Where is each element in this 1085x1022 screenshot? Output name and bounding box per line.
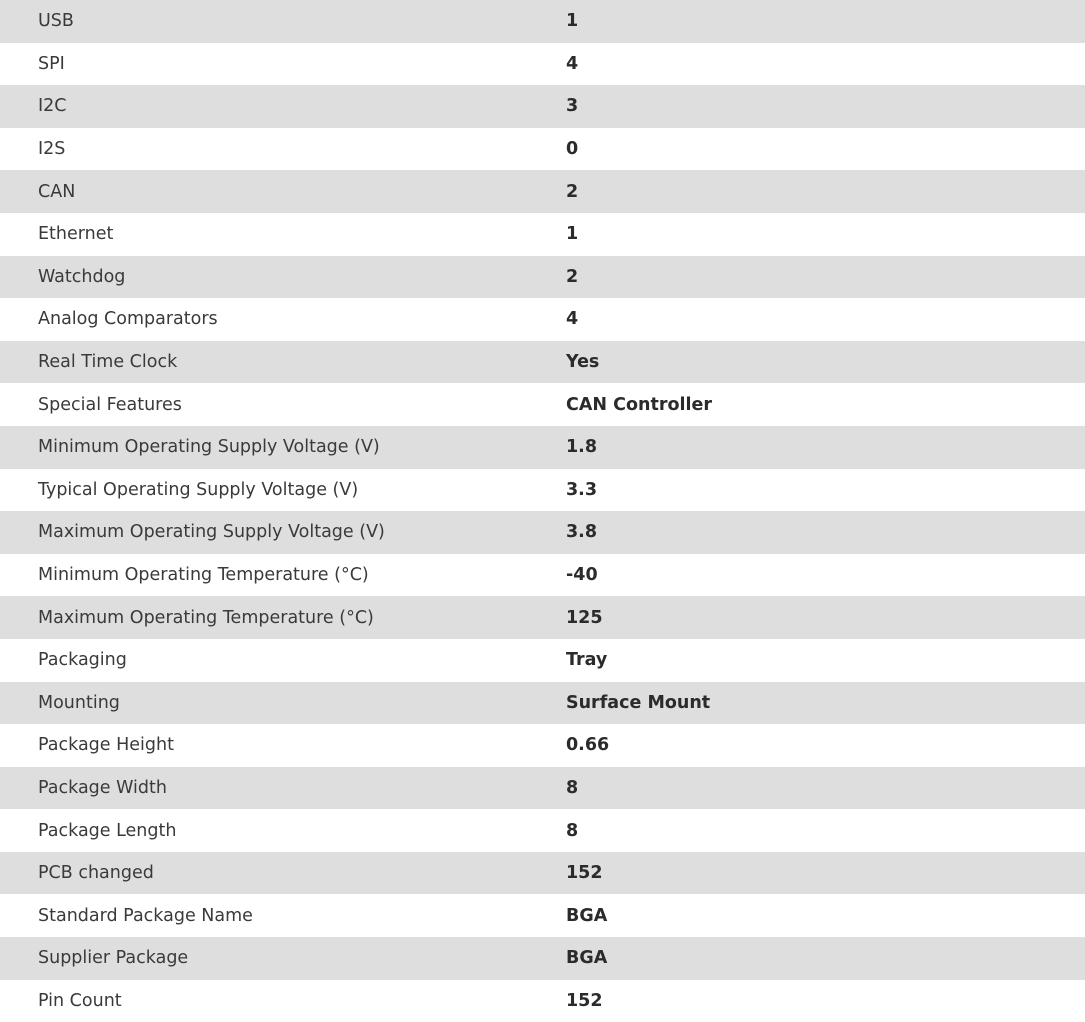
- spec-row: [0, 341, 1085, 384]
- spec-label: Watchdog: [38, 266, 126, 287]
- spec-row: [0, 256, 1085, 299]
- spec-row: [0, 511, 1085, 554]
- spec-value: -40: [566, 565, 598, 586]
- spec-row: [0, 682, 1085, 725]
- spec-value: 1.8: [566, 437, 598, 458]
- spec-value: Tray: [566, 650, 608, 671]
- spec-value: 152: [566, 863, 603, 884]
- spec-label: Package Height: [38, 735, 174, 756]
- spec-value: 1: [566, 224, 579, 245]
- spec-value: BGA: [566, 948, 608, 969]
- spec-row: [0, 937, 1085, 980]
- spec-row: [0, 426, 1085, 469]
- spec-label: I2S: [38, 139, 66, 160]
- spec-value: CAN Controller: [566, 394, 712, 415]
- spec-row: [0, 639, 1085, 682]
- spec-label: Ethernet: [38, 224, 114, 245]
- spec-row: [0, 852, 1085, 895]
- spec-label: Typical Operating Supply Voltage (V): [38, 479, 359, 500]
- spec-row: [0, 809, 1085, 852]
- spec-row: [0, 894, 1085, 937]
- spec-label: USB: [38, 11, 74, 32]
- spec-value: 3: [566, 96, 579, 117]
- spec-value: 8: [566, 820, 579, 841]
- spec-row: [0, 0, 1085, 43]
- spec-label: CAN: [38, 181, 76, 202]
- spec-row: [0, 724, 1085, 767]
- spec-row: [0, 170, 1085, 213]
- spec-label: Maximum Operating Temperature (°C): [38, 607, 374, 628]
- spec-label: Packaging: [38, 650, 127, 671]
- spec-value: 2: [566, 266, 579, 287]
- spec-row: [0, 767, 1085, 810]
- spec-value: 2: [566, 181, 579, 202]
- spec-label: SPI: [38, 53, 65, 74]
- spec-value: 3.8: [566, 522, 598, 543]
- spec-row: [0, 43, 1085, 86]
- spec-label: Standard Package Name: [38, 905, 253, 926]
- spec-label: Supplier Package: [38, 948, 189, 969]
- spec-label: Maximum Operating Supply Voltage (V): [38, 522, 385, 543]
- spec-value: Surface Mount: [566, 692, 711, 713]
- spec-row: [0, 980, 1085, 1022]
- spec-value: 3.3: [566, 479, 598, 500]
- spec-label: I2C: [38, 96, 67, 117]
- spec-row: [0, 85, 1085, 128]
- spec-label: Package Width: [38, 777, 167, 798]
- spec-row: [0, 298, 1085, 341]
- spec-value: 4: [566, 53, 579, 74]
- spec-label: Minimum Operating Supply Voltage (V): [38, 437, 380, 458]
- spec-row: [0, 128, 1085, 171]
- spec-row: [0, 213, 1085, 256]
- spec-label: PCB changed: [38, 863, 154, 884]
- spec-row: [0, 469, 1085, 512]
- spec-value: 4: [566, 309, 579, 330]
- spec-label: Package Length: [38, 820, 177, 841]
- spec-label: Analog Comparators: [38, 309, 218, 330]
- spec-label: Real Time Clock: [38, 352, 178, 373]
- spec-row: [0, 383, 1085, 426]
- spec-value: 1: [566, 11, 579, 32]
- spec-value: 8: [566, 777, 579, 798]
- spec-label: Pin Count: [38, 990, 122, 1011]
- spec-label: Special Features: [38, 394, 182, 415]
- spec-label: Minimum Operating Temperature (°C): [38, 565, 369, 586]
- spec-value: Yes: [566, 352, 600, 373]
- spec-row: [0, 596, 1085, 639]
- spec-value: 0.66: [566, 735, 610, 756]
- spec-value: BGA: [566, 905, 608, 926]
- spec-row: [0, 554, 1085, 597]
- spec-value: 125: [566, 607, 603, 628]
- spec-value: 0: [566, 139, 579, 160]
- spec-label: Mounting: [38, 692, 120, 713]
- spec-value: 152: [566, 990, 603, 1011]
